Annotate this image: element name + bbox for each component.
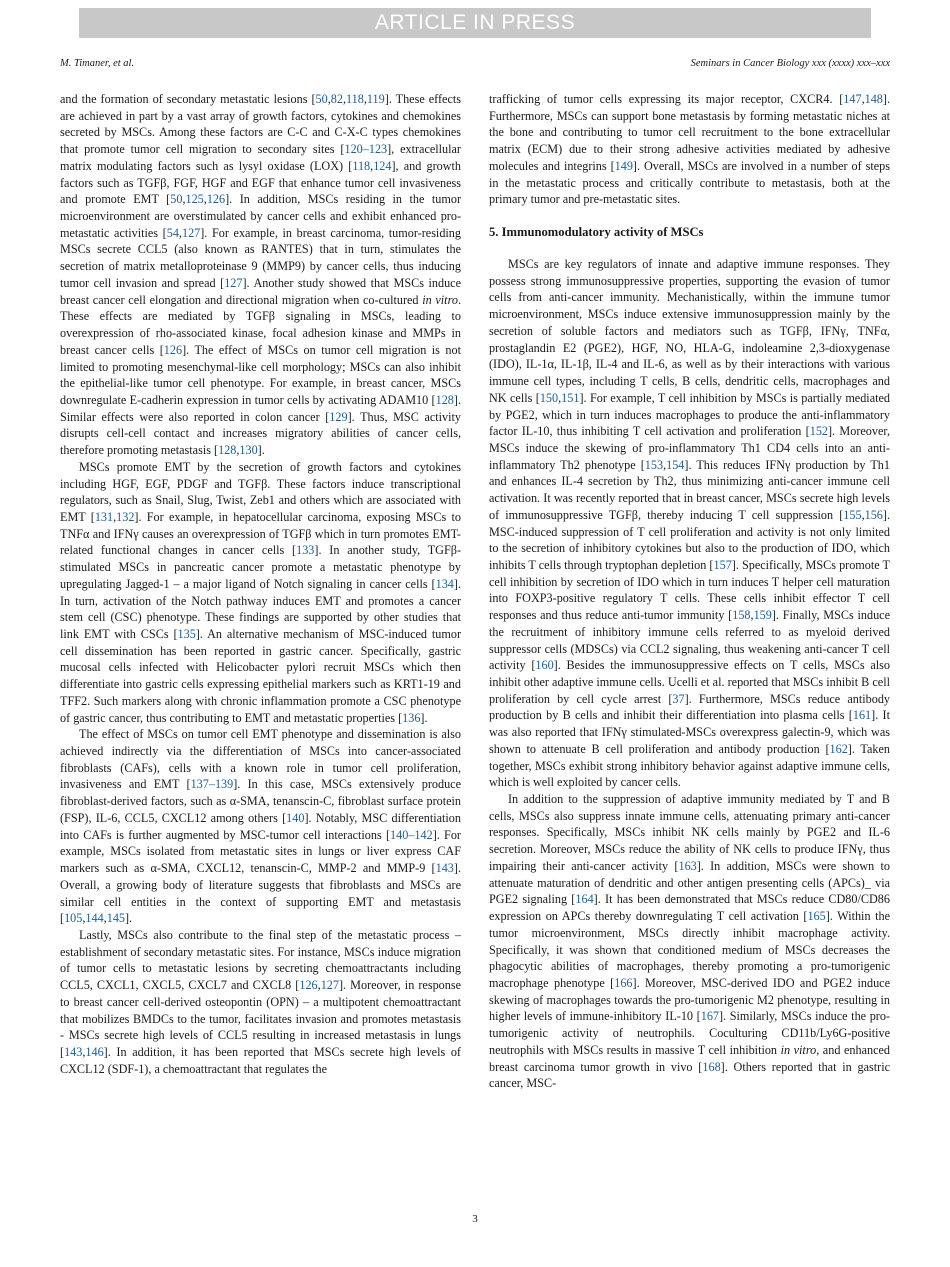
body-text: ]. For example, MSCs isolated from metastatic sites in lungs or liver express CAF markers such as α-SMA, CXCL12, tenanscin-C, MMP-2 and MMP-9 [ [60, 827, 461, 876]
body-text: ]. Taken together, MSCs exhibit strong inhibitory behavior against adaptive immune cells, which is well exploited by cancer cells. [489, 741, 891, 790]
body-text: ]. It has been demonstrated that MSCs reduce CD80/CD86 expression on APCs thereby downregulating T cell activation [ [489, 892, 890, 924]
citation-link[interactable]: 126 [299, 978, 318, 993]
citation-link[interactable]: 149 [614, 158, 633, 173]
body-text: MSCs promote EMT by the secretion of growth factors and cytokines including HGF, EGF, PDGF and TGFβ. These factors induce transcriptional regulators, such as Snail, Slug, Twist, Zeb1 and others which are associated with EMT [ [60, 459, 461, 524]
citation-link[interactable]: 164 [575, 892, 594, 907]
body-text: trafficking of tumor cells expressing its major receptor, CXCR4. [ [489, 92, 844, 106]
running-head-journal: Seminars in Cancer Biology xxx (xxxx) xxx–xxx [690, 58, 890, 69]
body-text: ]. In addition, MSCs residing in the tumor microenvironment are overstimulated by cancer cells and exhibit enhanced pro-metastatic activities [ [60, 192, 461, 240]
body-text: ]. Notably, MSC differentiation into CAFs is further augmented by MSC-tumor cell interactions [ [60, 810, 461, 842]
citation-link[interactable]: 168 [702, 1059, 721, 1074]
body-text: MSCs are key regulators of innate and adaptive immune responses. They possess strong immunosuppressive properties, supporting the evasion of tumor cells from anti-cancer immunity. Mechanistically, within the immune tumor microenvironment, MSCs induce extensive immunosuppression mainly by the secretion of soluble factors and mediators such as TGFβ, IFNγ, TNFα, prostaglandin E2 (PGE2), HGF, NO, HLA-G, indoleamine 2,3-dioxygenase (IDO), IL-1α, IL-1β, IL-4 and IL-6, as well as by their interactions with various immune cell types, including T cells, B cells, dendritic cells, macrophages and NK cells [ [489, 257, 890, 405]
citation-link[interactable]: 105 [64, 911, 83, 926]
body-text: ]. Overall, MSCs are involved in a number of steps in the metastatic process and critically contribute to metastasis, both at the primary tumor and pre-metastatic sites. [489, 158, 891, 207]
right-column [489, 91, 890, 1092]
paragraph [60, 91, 461, 459]
body-text: ]. Furthermore, MSCs reduce antibody production by B cells and inhibit their differentiation into plasma cells [ [489, 691, 891, 723]
citation-link[interactable]: 37 [672, 691, 685, 706]
body-text: ]. Overall, a growing body of literature suggests that fibroblasts and MSCs are similar cell entities in the context of supporting EMT and metastasis [ [60, 861, 461, 926]
citation-link[interactable]: 127 [224, 275, 243, 290]
body-text: ]. [125, 911, 133, 926]
citation-link[interactable]: 145 [106, 911, 125, 926]
right-paragraphs-before [489, 91, 890, 208]
citation-link[interactable]: 82 [330, 92, 343, 106]
paragraph [60, 459, 461, 727]
citation-link[interactable]: 129 [329, 409, 348, 424]
body-text: , [203, 192, 207, 207]
left-paragraphs [60, 91, 461, 1077]
body-text: ]. Moreover, MSCs induce the skewing of pro-inflammatory Th1 CD4 cells into an anti-inflammatory Th2 phenotype [ [489, 424, 891, 472]
body-text: , [342, 92, 346, 106]
citation-link[interactable]: 147 [843, 92, 862, 106]
body-text: ]. Thus, MSC activity disrupts cell-cell contact and increases migratory abilities of cancer cells, therefore promoting metastasis [ [60, 409, 461, 458]
body-text: ]. Besides the immunosuppressive effects on T cells, MSCs also inhibit other adaptive immune cells. Ucelli et al. reported that MSCs inhibit B cell proliferation by cell cycle arrest [ [489, 658, 890, 706]
body-text: , [317, 978, 321, 993]
citation-link[interactable]: 135 [177, 627, 196, 641]
body-text: . These effects are mediated by TGFβ signaling in MSCs, leading to overexpression of rho-associated kinase, focal adhesion kinase and MMPs in breast cancer cells [ [60, 292, 461, 357]
citation-link[interactable]: 125 [185, 192, 204, 207]
citation-link[interactable]: 151 [561, 390, 580, 405]
citation-link[interactable]: 153 [644, 457, 664, 472]
body-text: ]. It was also reported that IFNγ stimulated-MSCs overexpress galectin-9, which was shown to attenuate B cell proliferation and antibody production [ [489, 708, 890, 756]
citation-link[interactable]: 167 [700, 1009, 719, 1024]
citation-link[interactable]: 50 [170, 192, 183, 207]
body-text: ]. In another study, TGFβ-stimulated MSCs in pancreatic cancer promote a metastatic phenotype by upregulating Jagged-1 – a major ligand of Notch signaling in cancer cells [ [60, 543, 462, 591]
body-text: ]. Moreover, MSC-derived IDO and PGE2 induce skewing of macrophages towards the pro-tumorigenic M2 phenotype, resulting in higher levels of immune-inhibitory IL-10 [ [489, 975, 890, 1024]
citation-link[interactable]: 137–139 [190, 777, 234, 792]
body-text: ]. For example, in breast carcinoma, tumor-residing MSCs secrete CCL5 (also known as RANTES) that in turn, stimulates the secretion of matrix metalloproteinase 9 (MMP9) by cancer cells, thus inducing tumor cell invasion and spread [ [60, 225, 461, 290]
citation-link[interactable]: 152 [809, 424, 828, 439]
body-text: ]. These effects are achieved in part by a vast array of growth factors, cytokines and chemokines secreted by MSCs. Among these factors are C-C and C-X-C types chemokines that promote tumor cell migration to secondary sites [ [60, 92, 462, 157]
body-text: ]. Moreover, in response to breast cancer cell-derived osteopontin (OPN) – a multipotent chemoattractant that mobilizes BMDCs to the tumor, facilitates invasion and promotes metastasis - MSCs secrete high levels of CCL5 resulting in increased metastasis in lungs [ [60, 978, 461, 1059]
body-text: ]. In addition, it has been reported that MSCs secrete high levels of CXCL12 (SDF-1), a chemoattractant that regulates the [60, 1044, 461, 1076]
citation-link[interactable]: 130 [239, 443, 258, 458]
citation-link[interactable]: 140 [286, 810, 305, 825]
body-text: ]. In addition, MSCs were shown to attenuate maturation of dendritic and other antigen presenting cells (APCs)_ via PGE2 signaling [ [489, 858, 890, 907]
citation-link[interactable]: 140–142 [390, 827, 433, 842]
body-text: , [82, 911, 86, 926]
body-text: , and enhanced breast carcinoma tumor growth in vivo [ [489, 1042, 890, 1074]
citation-link[interactable]: 119 [366, 92, 385, 106]
body-text: , [178, 225, 182, 240]
body-text: , [82, 1044, 86, 1059]
citation-link[interactable]: 134 [435, 576, 454, 591]
paragraph [60, 726, 461, 927]
body-text: , [861, 507, 865, 522]
citation-link[interactable]: 50 [315, 92, 328, 106]
citation-link[interactable]: 128 [218, 443, 237, 458]
citation-link[interactable]: 146 [85, 1044, 104, 1059]
italic-text: in vitro [780, 1042, 817, 1057]
citation-link[interactable]: 126 [163, 342, 183, 357]
body-text: ]. For example, in hepatocellular carcinoma, exposing MSCs to TNFα and IFNγ causes an overexpression of TGFβ which in turn promotes EMT-related functional changes in cancer cells [ [60, 509, 461, 558]
body-text: ]. MSC-induced suppression of T cell proliferation and activity is not only limited to the secretion of inhibitory cytokines but also to the production of IDO, which inhibits T cells through tryptophan depletion [ [489, 507, 890, 572]
body-text: ]. [257, 443, 265, 458]
body-text: ]. In this case, MSCs extensively produce fibroblast-derived factors, such as α-SMA, tenanscin-C, fibroblast surface protein (FSP), IL-6, CCL5, CXCL12 among others [ [60, 777, 461, 825]
citation-link[interactable]: 127 [320, 978, 339, 993]
body-text: , [558, 390, 562, 405]
italic-text: in vitro [422, 292, 458, 307]
citation-link[interactable]: 54 [166, 225, 179, 240]
body-text: , [750, 608, 754, 623]
citation-link[interactable]: 150 [539, 390, 559, 405]
body-text: , [113, 509, 117, 524]
body-text: ], and growth factors such as TGFβ, FGF, HGF and EGF that enhance tumor cell invasiveness and promote EMT [ [60, 158, 462, 207]
body-text: ]. Others reported that in gastric cancer, MSC- [489, 1059, 890, 1091]
citation-link[interactable]: 133 [296, 543, 315, 558]
section-heading: 5. Immunomodulatory activity of MSCs [489, 225, 704, 240]
body-text: ]. Specifically, MSCs promote T cell inhibition by secretion of IDO which in turn induces T helper cell maturation into FOXP3-positive regulatory T cells. These cells inhibit effector T cell responses and thus reduce anti-tumor immunity [ [489, 557, 890, 623]
body-text: Lastly, MSCs also contribute to the final step of the metastatic process – establishment of secondary metastatic sites. For instance, MSCs induce migration of tumor cells to metastatic lesions by secreting chemoattractants including CCL5, CXCL1, CXCL5, CXCL7 and CXCL8 [ [60, 927, 461, 993]
body-text: , [182, 192, 186, 207]
citation-link[interactable]: 120–123 [344, 142, 388, 157]
body-text: , [327, 92, 331, 106]
citation-link[interactable]: 163 [678, 858, 697, 873]
body-text: , [236, 443, 240, 458]
citation-link[interactable]: 160 [535, 658, 554, 673]
body-text: , [861, 92, 865, 106]
body-text: ]. In turn, activation of the Notch pathway induces EMT and promotes a cancer stem cell (CSC) phenotype. These findings are supported by other studies that link EMT with CSCs [ [60, 576, 461, 641]
citation-link[interactable]: 127 [181, 225, 201, 240]
body-text: ]. This reduces IFNγ production by Th1 and enhances IL-4 secretion by Th2, thus minimizing anti-cancer immune cell activation. It was recently reported that in breast cancer, MSCs secrete high levels of immunosuppressive TGFβ, thereby inducing T cell suppression [ [489, 457, 890, 522]
body-text: ]. Within the tumor microenvironment, MSCs directly inhibit macrophage activity. Specifically, it was shown that conditioned medium of MSCs decreases the phagocytic abilities of macrophages, thereby promoting a pro-tumorigenic macrophage phenotype [ [489, 909, 891, 990]
body-text: ]. Similarly, MSCs induce the pro-tumorigenic activity of neutrophils. Coculturing CD11b/Ly6G-positive neutrophils with MSCs results in massive T cell inhibition [489, 1009, 890, 1057]
citation-link[interactable]: 124 [373, 158, 392, 173]
citation-link[interactable]: 159 [753, 608, 772, 623]
body-text: and the formation of secondary metastatic lesions [ [60, 92, 316, 106]
body-text: ]. [420, 710, 428, 725]
body-text: ]. An alternative mechanism of MSC-induced tumor cell dissemination has been reported in gastric cancer. Specifically, gastric mucosal cells infected with Helicobacter pylori recruit MSCs which then differentiate into gastric cells expressing epithelial markers such as KRT1-19 and TFF2. Such markers along with chronic inflammation promote a CSC phenotype of gastric cancer, thus contributing to EMT and metastatic properties [ [60, 627, 461, 725]
paragraph [60, 927, 461, 1077]
citation-link[interactable]: 118 [352, 158, 371, 173]
running-head-authors: M. Timaner, et al. [60, 58, 135, 69]
citation-link[interactable]: 144 [85, 911, 104, 926]
citation-link[interactable]: 148 [864, 92, 883, 106]
body-text: In addition to the suppression of adaptive immunity mediated by T and B cells, MSCs also suppress innate immune cells, attenuating primary anti-cancer responses. Specifically, MSCs inhibit NK cells mainly by PGE2 and IL-6 secretion. Moreover, MSCs reduce the ability of NK cells to produce IFNγ, thus impairing their anti-cancer activity [ [489, 792, 890, 873]
citation-link[interactable]: 128 [435, 392, 454, 407]
citation-link[interactable]: 166 [614, 975, 633, 990]
paragraph [489, 791, 890, 1092]
page-number: 3 [472, 1213, 478, 1225]
citation-link[interactable]: 158 [732, 608, 751, 623]
body-text: ]. Finally, MSCs induce the recruitment of inhibitory immune cells referred to as myeloid derived suppressor cells (MDSCs) via CCL2 signaling, thus weakening anti-cancer T cell activity [ [489, 608, 890, 673]
citation-link[interactable]: 155 [843, 507, 862, 522]
right-paragraphs-after [489, 256, 890, 1092]
paragraph [489, 91, 890, 208]
citation-link[interactable]: 157 [713, 557, 732, 572]
body-text: , [370, 158, 374, 173]
left-column [60, 91, 461, 1077]
body-text: ], extracellular matrix modulating factors such as lysyl oxidase (LOX) [ [60, 142, 461, 173]
body-text: , [103, 911, 107, 926]
citation-link[interactable]: 161 [852, 708, 872, 723]
citation-link[interactable]: 126 [206, 192, 226, 207]
citation-link[interactable]: 154 [666, 457, 685, 472]
citation-link[interactable]: 162 [829, 741, 848, 756]
article-in-press-banner: ARTICLE IN PRESS [79, 8, 871, 38]
citation-link[interactable]: 165 [807, 909, 826, 924]
citation-link[interactable]: 132 [116, 509, 135, 524]
citation-link[interactable]: 118 [346, 92, 364, 106]
citation-link[interactable]: 136 [402, 710, 421, 725]
body-text: , [363, 92, 367, 106]
body-text: , [663, 457, 667, 472]
body-text: ]. The effect of MSCs on tumor cell migration is not limited to promoting mesenchymal-like cell morphology; MSCs can also inhibit the epithelial-like tumor cell phenotype. For example, in breast cancer, MSCs downregulate E-cadherin expression in tumor cells by activating ADAM10 [ [60, 342, 461, 407]
citation-link[interactable]: 156 [864, 507, 883, 522]
citation-link[interactable]: 131 [94, 509, 114, 524]
body-text: ]. For example, T cell inhibition by MSCs is partially mediated by PGE2, which in turn induces macrophages to produce the anti-inflammatory factor IL-10, thus inhibiting T cell activation and proliferation [ [489, 390, 890, 439]
body-text: The effect of MSCs on tumor cell EMT phenotype and dissemination is also achieved indirectly via the differentiation of MSCs into cancer-associated fibroblasts (CAFs), cells with a known role in tumor cell proliferation, invasiveness and EMT [ [60, 727, 461, 792]
citation-link[interactable]: 143 [435, 861, 454, 876]
paragraph [489, 256, 890, 791]
body-text: ]. Another study showed that MSCs induce breast cancer cell elongation and directional migration when co-cultured [60, 275, 461, 307]
body-text: ]. Furthermore, MSCs can support bone metastasis by forming metastatic niches at the bone and contributing to tumor cell recruitment to the bone extracellular matrix (ECM) due to their strong adhesive activities mediated by adhesive molecules and integrins [ [489, 92, 890, 173]
body-text: ]. Similar effects were also reported in colon cancer [ [60, 392, 461, 424]
citation-link[interactable]: 143 [64, 1044, 83, 1059]
